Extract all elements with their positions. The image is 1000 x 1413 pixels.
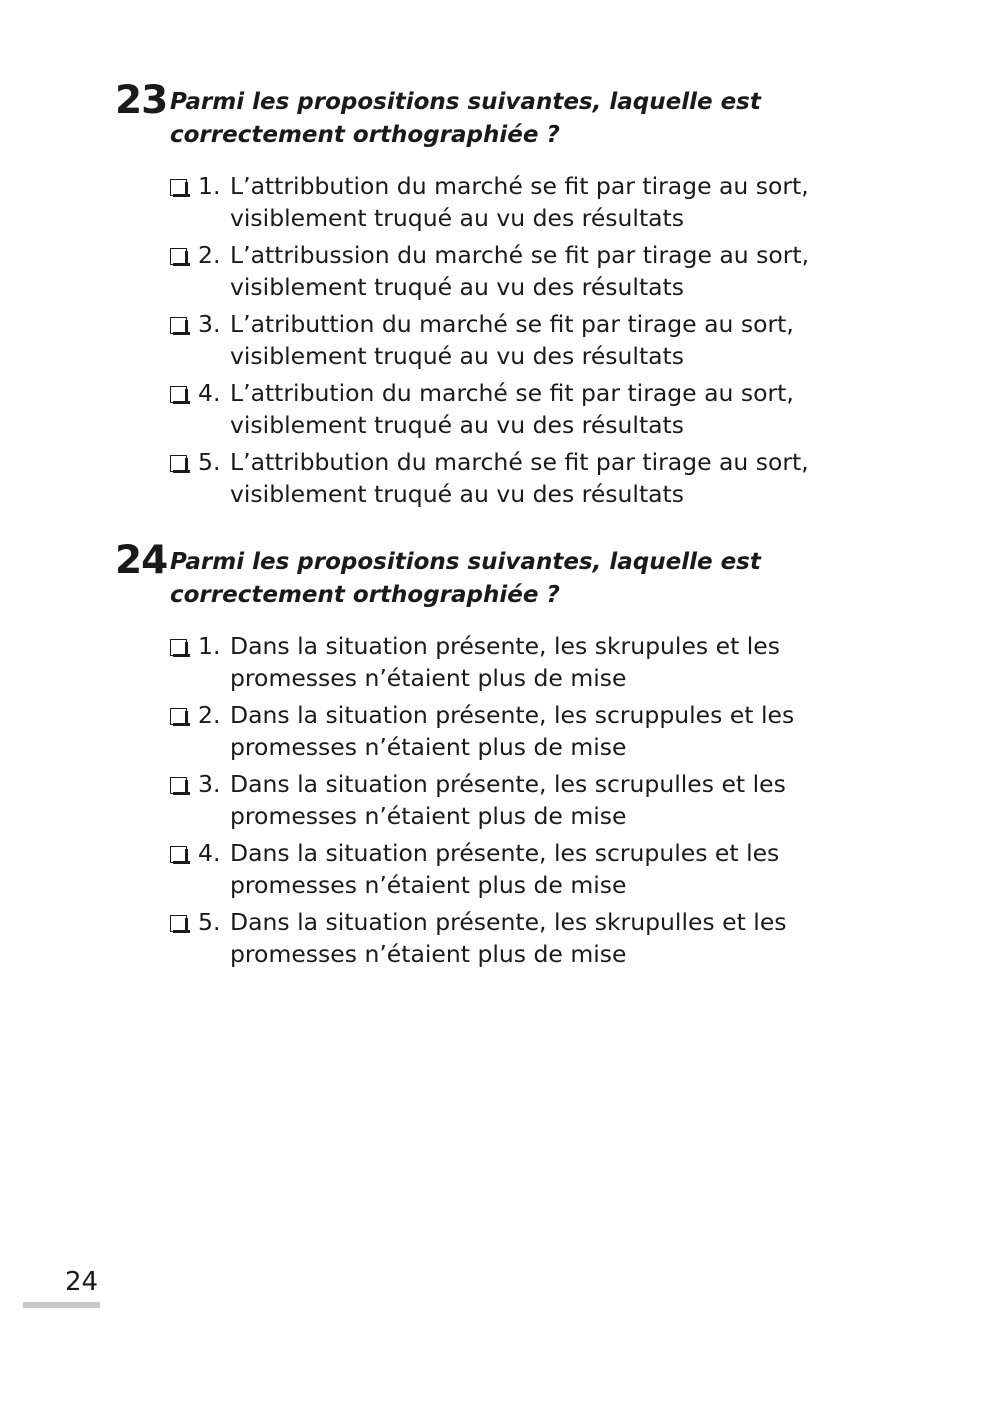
option-line-1: Dans la situation présente, les skrupules et les <box>230 632 780 660</box>
option-line-2: visiblement truqué au vu des résultats <box>230 342 685 370</box>
option-line-2: promesses n’étaient plus de mise <box>230 871 627 899</box>
option-number: 2. <box>198 241 221 269</box>
answer-option-4[interactable] <box>170 837 870 906</box>
option-line-2: promesses n’étaient plus de mise <box>230 802 627 830</box>
checkbox-icon[interactable] <box>170 455 187 472</box>
page-number: 24 <box>65 1267 99 1297</box>
checkbox-icon[interactable] <box>170 179 187 196</box>
option-text <box>230 446 870 510</box>
option-line-2: promesses n’étaient plus de mise <box>230 664 627 692</box>
question-number: 24 <box>115 538 168 583</box>
option-line-2: visiblement truqué au vu des résultats <box>230 204 685 232</box>
option-line-2: visiblement truqué au vu des résultats <box>230 480 685 508</box>
option-line-1: Dans la situation présente, les scruppules et les <box>230 701 795 729</box>
option-number: 4. <box>198 839 221 867</box>
option-text <box>230 630 870 694</box>
checkbox-icon[interactable] <box>170 639 187 656</box>
answer-options <box>170 630 870 975</box>
answer-option-1[interactable] <box>170 630 870 699</box>
option-number: 3. <box>198 770 221 798</box>
answer-option-1[interactable] <box>170 170 870 239</box>
option-line-1: L’attribbution du marché se fit par tirage au sort, <box>230 172 809 200</box>
answer-option-3[interactable] <box>170 768 870 837</box>
option-number: 3. <box>198 310 221 338</box>
option-line-2: promesses n’étaient plus de mise <box>230 733 627 761</box>
answer-option-5[interactable] <box>170 906 870 975</box>
option-number: 2. <box>198 701 221 729</box>
checkbox-icon[interactable] <box>170 317 187 334</box>
option-line-1: Dans la situation présente, les skrupulles et les <box>230 908 787 936</box>
option-line-1: L’attribussion du marché se fit par tirage au sort, <box>230 241 810 269</box>
answer-option-3[interactable] <box>170 308 870 377</box>
answer-option-2[interactable] <box>170 699 870 768</box>
answer-option-4[interactable] <box>170 377 870 446</box>
option-text <box>230 170 870 234</box>
question-title: Parmi les propositions suivantes, laquelle est correctement orthographiée ? <box>170 89 761 148</box>
option-number: 1. <box>198 172 221 200</box>
question-23 <box>115 78 875 508</box>
answer-option-5[interactable] <box>170 446 870 515</box>
checkbox-icon[interactable] <box>170 248 187 265</box>
option-number: 4. <box>198 379 221 407</box>
option-line-1: Dans la situation présente, les scrupulles et les <box>230 770 786 798</box>
option-text <box>230 377 870 441</box>
option-line-1: Dans la situation présente, les scrupules et les <box>230 839 780 867</box>
checkbox-icon[interactable] <box>170 777 187 794</box>
question-header <box>115 538 875 616</box>
answer-option-2[interactable] <box>170 239 870 308</box>
option-number: 5. <box>198 908 221 936</box>
option-text <box>230 837 870 901</box>
option-line-2: visiblement truqué au vu des résultats <box>230 411 685 439</box>
question-header <box>115 78 875 156</box>
footer-divider <box>23 1302 100 1308</box>
option-line-1: L’atributtion du marché se fit par tirage au sort, <box>230 310 794 338</box>
checkbox-icon[interactable] <box>170 915 187 932</box>
option-text <box>230 768 870 832</box>
question-number: 23 <box>115 78 168 123</box>
question-24 <box>115 538 875 968</box>
checkbox-icon[interactable] <box>170 386 187 403</box>
answer-options <box>170 170 870 515</box>
option-text <box>230 239 870 303</box>
checkbox-icon[interactable] <box>170 846 187 863</box>
option-text <box>230 308 870 372</box>
option-line-2: visiblement truqué au vu des résultats <box>230 273 685 301</box>
option-line-1: L’attribbution du marché se fit par tirage au sort, <box>230 448 809 476</box>
option-number: 1. <box>198 632 221 660</box>
checkbox-icon[interactable] <box>170 708 187 725</box>
question-title: Parmi les propositions suivantes, laquelle est correctement orthographiée ? <box>170 549 761 608</box>
option-line-1: L’attribution du marché se fit par tirage au sort, <box>230 379 794 407</box>
option-text <box>230 699 870 763</box>
option-line-2: promesses n’étaient plus de mise <box>230 940 627 968</box>
option-number: 5. <box>198 448 221 476</box>
option-text <box>230 906 870 970</box>
